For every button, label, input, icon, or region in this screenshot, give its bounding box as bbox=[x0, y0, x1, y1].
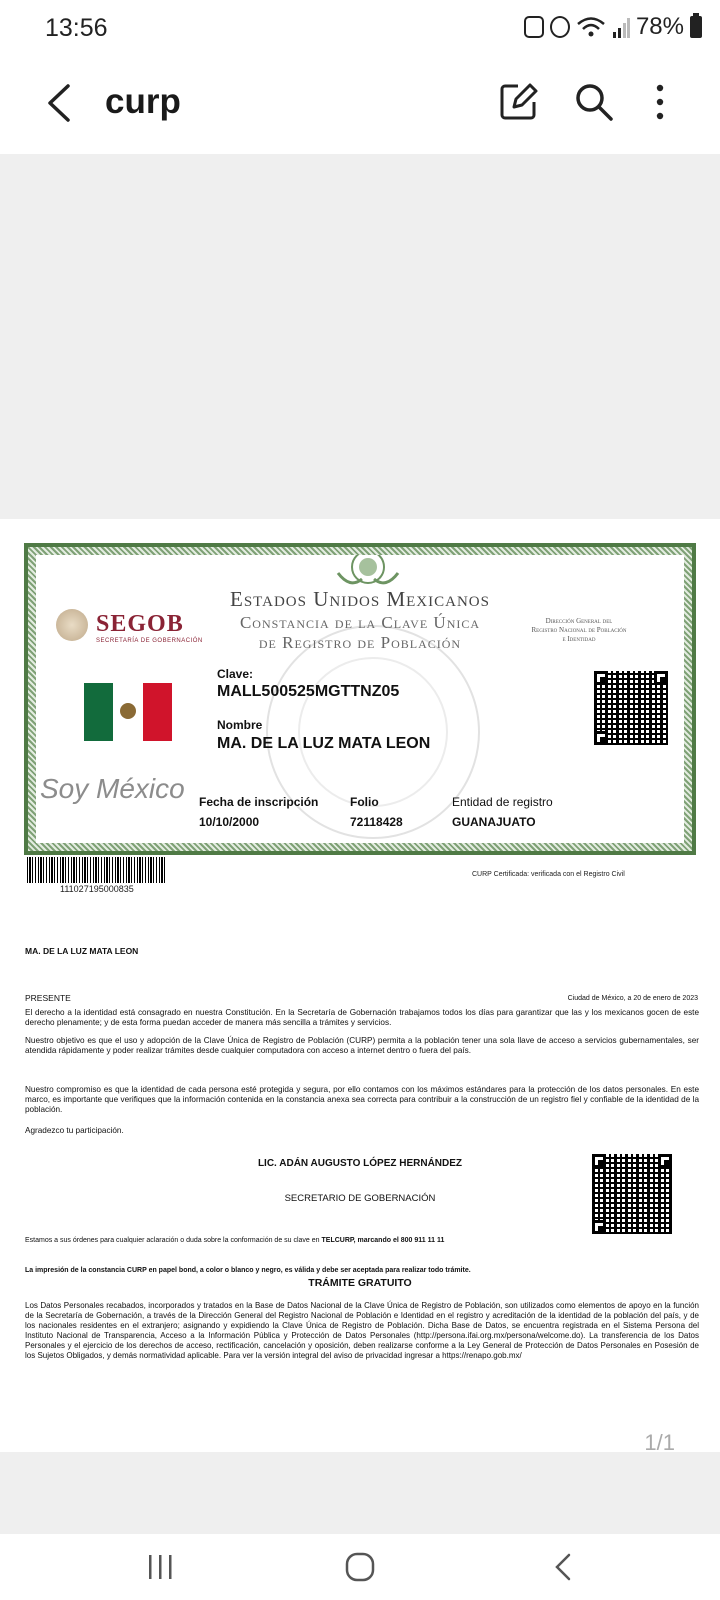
entidad-value: GUANAJUATO bbox=[452, 815, 536, 829]
back-arrow-icon[interactable] bbox=[40, 80, 80, 126]
recent-apps-icon[interactable] bbox=[146, 1552, 176, 1582]
curp-certificate bbox=[24, 543, 696, 855]
folio-label: Folio bbox=[350, 795, 379, 809]
app-bar bbox=[0, 58, 720, 154]
barcode-number: 111027195000835 bbox=[60, 884, 134, 894]
mexico-flag-icon bbox=[84, 683, 172, 741]
direccion-line: Dirección General del bbox=[545, 617, 613, 625]
document-page[interactable] bbox=[0, 519, 720, 1452]
battery-icon bbox=[690, 16, 702, 38]
watermark-seal-inner bbox=[298, 657, 448, 807]
status-bar bbox=[0, 0, 720, 58]
navigation-bar bbox=[0, 1534, 720, 1600]
signer-name: LIC. ADÁN AUGUSTO LÓPEZ HERNÁNDEZ bbox=[257, 1158, 463, 1169]
direccion-general bbox=[504, 617, 654, 644]
back-nav-icon[interactable] bbox=[552, 1552, 574, 1582]
signer-title: SECRETARIO DE GOBERNACIÓN bbox=[284, 1193, 436, 1204]
fecha-label: Fecha de inscripción bbox=[199, 795, 319, 809]
direccion-line: Registro Nacional de Población bbox=[531, 626, 627, 634]
segob-seal-icon bbox=[56, 609, 88, 641]
direccion-line: e Identidad bbox=[562, 635, 596, 643]
more-options-icon[interactable] bbox=[638, 80, 682, 124]
certificate-qr-code bbox=[594, 671, 668, 745]
letter-thanks: Agradezco tu participación. bbox=[25, 1126, 124, 1135]
alarm-icon bbox=[550, 16, 570, 38]
status-time: 13:56 bbox=[45, 14, 108, 42]
certificate-body bbox=[36, 555, 684, 843]
contact-text: Estamos a sus órdenes para cualquier aclaración o duda sobre la conformación de su clave en bbox=[25, 1237, 322, 1244]
segob-subtitle: SECRETARÍA DE GOBERNACIÓN bbox=[96, 638, 203, 644]
entidad-label: Entidad de registro bbox=[452, 795, 553, 809]
contact-line bbox=[25, 1237, 444, 1244]
letter-recipient: MA. DE LA LUZ MATA LEON bbox=[25, 946, 139, 956]
segob-logo-text: SEGOB bbox=[96, 611, 184, 637]
header-country: Estados Unidos Mexicanos bbox=[230, 587, 490, 611]
header-constancia: Constancia de la Clave Única bbox=[239, 613, 481, 632]
print-note: La impresión de la constancia CURP en papel bond, a color o blanco y negro, es válida y debe ser aceptada para realizar todo trámite. bbox=[25, 1267, 471, 1274]
battery-percentage: 78% bbox=[635, 13, 684, 40]
document-viewer[interactable] bbox=[0, 154, 720, 1534]
tramite-gratuito: TRÁMITE GRATUITO bbox=[308, 1277, 412, 1289]
letter-paragraph-2: Nuestro objetivo es que el uso y adopción de la Clave Única de Registro de Población (CURP) permita a la población tener una sola llave de acceso a servicios gubernamentales, ser atendida rápidamente y poder realizar trámites desde cualquier computadora con acceso a internet dentro o fuera del país. bbox=[25, 1036, 699, 1055]
certification-note: CURP Certificada: verificada con el Registro Civil bbox=[472, 871, 625, 878]
document-title: curp bbox=[105, 82, 181, 121]
page-indicator: 1/1 bbox=[644, 1430, 675, 1455]
clave-label: Clave: bbox=[217, 667, 254, 681]
search-icon[interactable] bbox=[572, 80, 616, 124]
wifi-icon bbox=[576, 15, 606, 39]
folio-value: 72118428 bbox=[350, 815, 403, 829]
home-icon[interactable] bbox=[344, 1552, 376, 1582]
letter-qr-code bbox=[592, 1154, 672, 1234]
signal-icon bbox=[612, 16, 630, 38]
nombre-label: Nombre bbox=[217, 718, 263, 732]
privacy-notice: Los Datos Personales recabados, incorporados y tratados en la Base de Datos Nacional de la Clave Única de Registro de Población, son utilizados como elementos de apoyo en la función de la Secretaría de Gobernación, a través de la Dirección General del Registro Nacional de Población e Identidad en el registro y acreditación de la identidad de la población del país, y de los nacionales residentes en el extranjero; asignando y expidiendo la Clave Única de Registro de Población. Dicha Base de Datos, se encuentra registrada en el Sistema Persona del Instituto Nacional de Transparencia, Acceso a la Información Pública y Protección de Datos Personales (http://persona.ifai.org.mx/persona/welcome.do). La transferencia de los Datos Personales y el ejercicio de los derechos de acceso, rectificación, cancelación y oposición, deben realizarse conforme a la Ley General de Protección de Datos Personales en Posesión de los Sujetos Obligados, y demás normatividad aplicable. Para ver la versión integral del aviso de privacidad ingresar a https://renapo.gob.mx/ bbox=[25, 1301, 699, 1360]
letter-presente: PRESENTE bbox=[25, 993, 71, 1003]
barcode bbox=[27, 857, 167, 883]
clave-value: MALL500525MGTTNZ05 bbox=[217, 683, 400, 700]
letter-paragraph-1: El derecho a la identidad está consagrado en nuestra Constitución. En la Secretaría de Gobernación trabajamos todos los días para garantizar que las y los mexicanos gocen de este derecho plenamente; y de esta forma puedan acceder de manera más sencilla a trámites y servicios. bbox=[25, 1008, 699, 1027]
header-registro: de Registro de Población bbox=[258, 633, 462, 652]
fecha-value: 10/10/2000 bbox=[199, 815, 260, 829]
status-icons bbox=[524, 12, 702, 42]
letter-date: Ciudad de México, a 20 de enero de 2023 bbox=[567, 995, 698, 1002]
battery-saver-icon bbox=[524, 16, 544, 38]
letter-paragraph-3: Nuestro compromiso es que la identidad de cada persona esté protegida y segura, por ello contamos con los máximos estándares para la protección de los datos personales. En este marco, es importante que verifiques que la información contenida en la constancia anexa sea correcta para contribuir a la construcción de un registro fiel y confiable de la identidad de la población. bbox=[25, 1085, 699, 1114]
soy-mexico-logo: Soy México bbox=[40, 773, 185, 804]
telcurp-number: TELCURP, marcando el 800 911 11 11 bbox=[321, 1237, 445, 1244]
edit-icon[interactable] bbox=[496, 80, 540, 124]
nombre-value: MA. DE LA LUZ MATA LEON bbox=[217, 735, 431, 752]
